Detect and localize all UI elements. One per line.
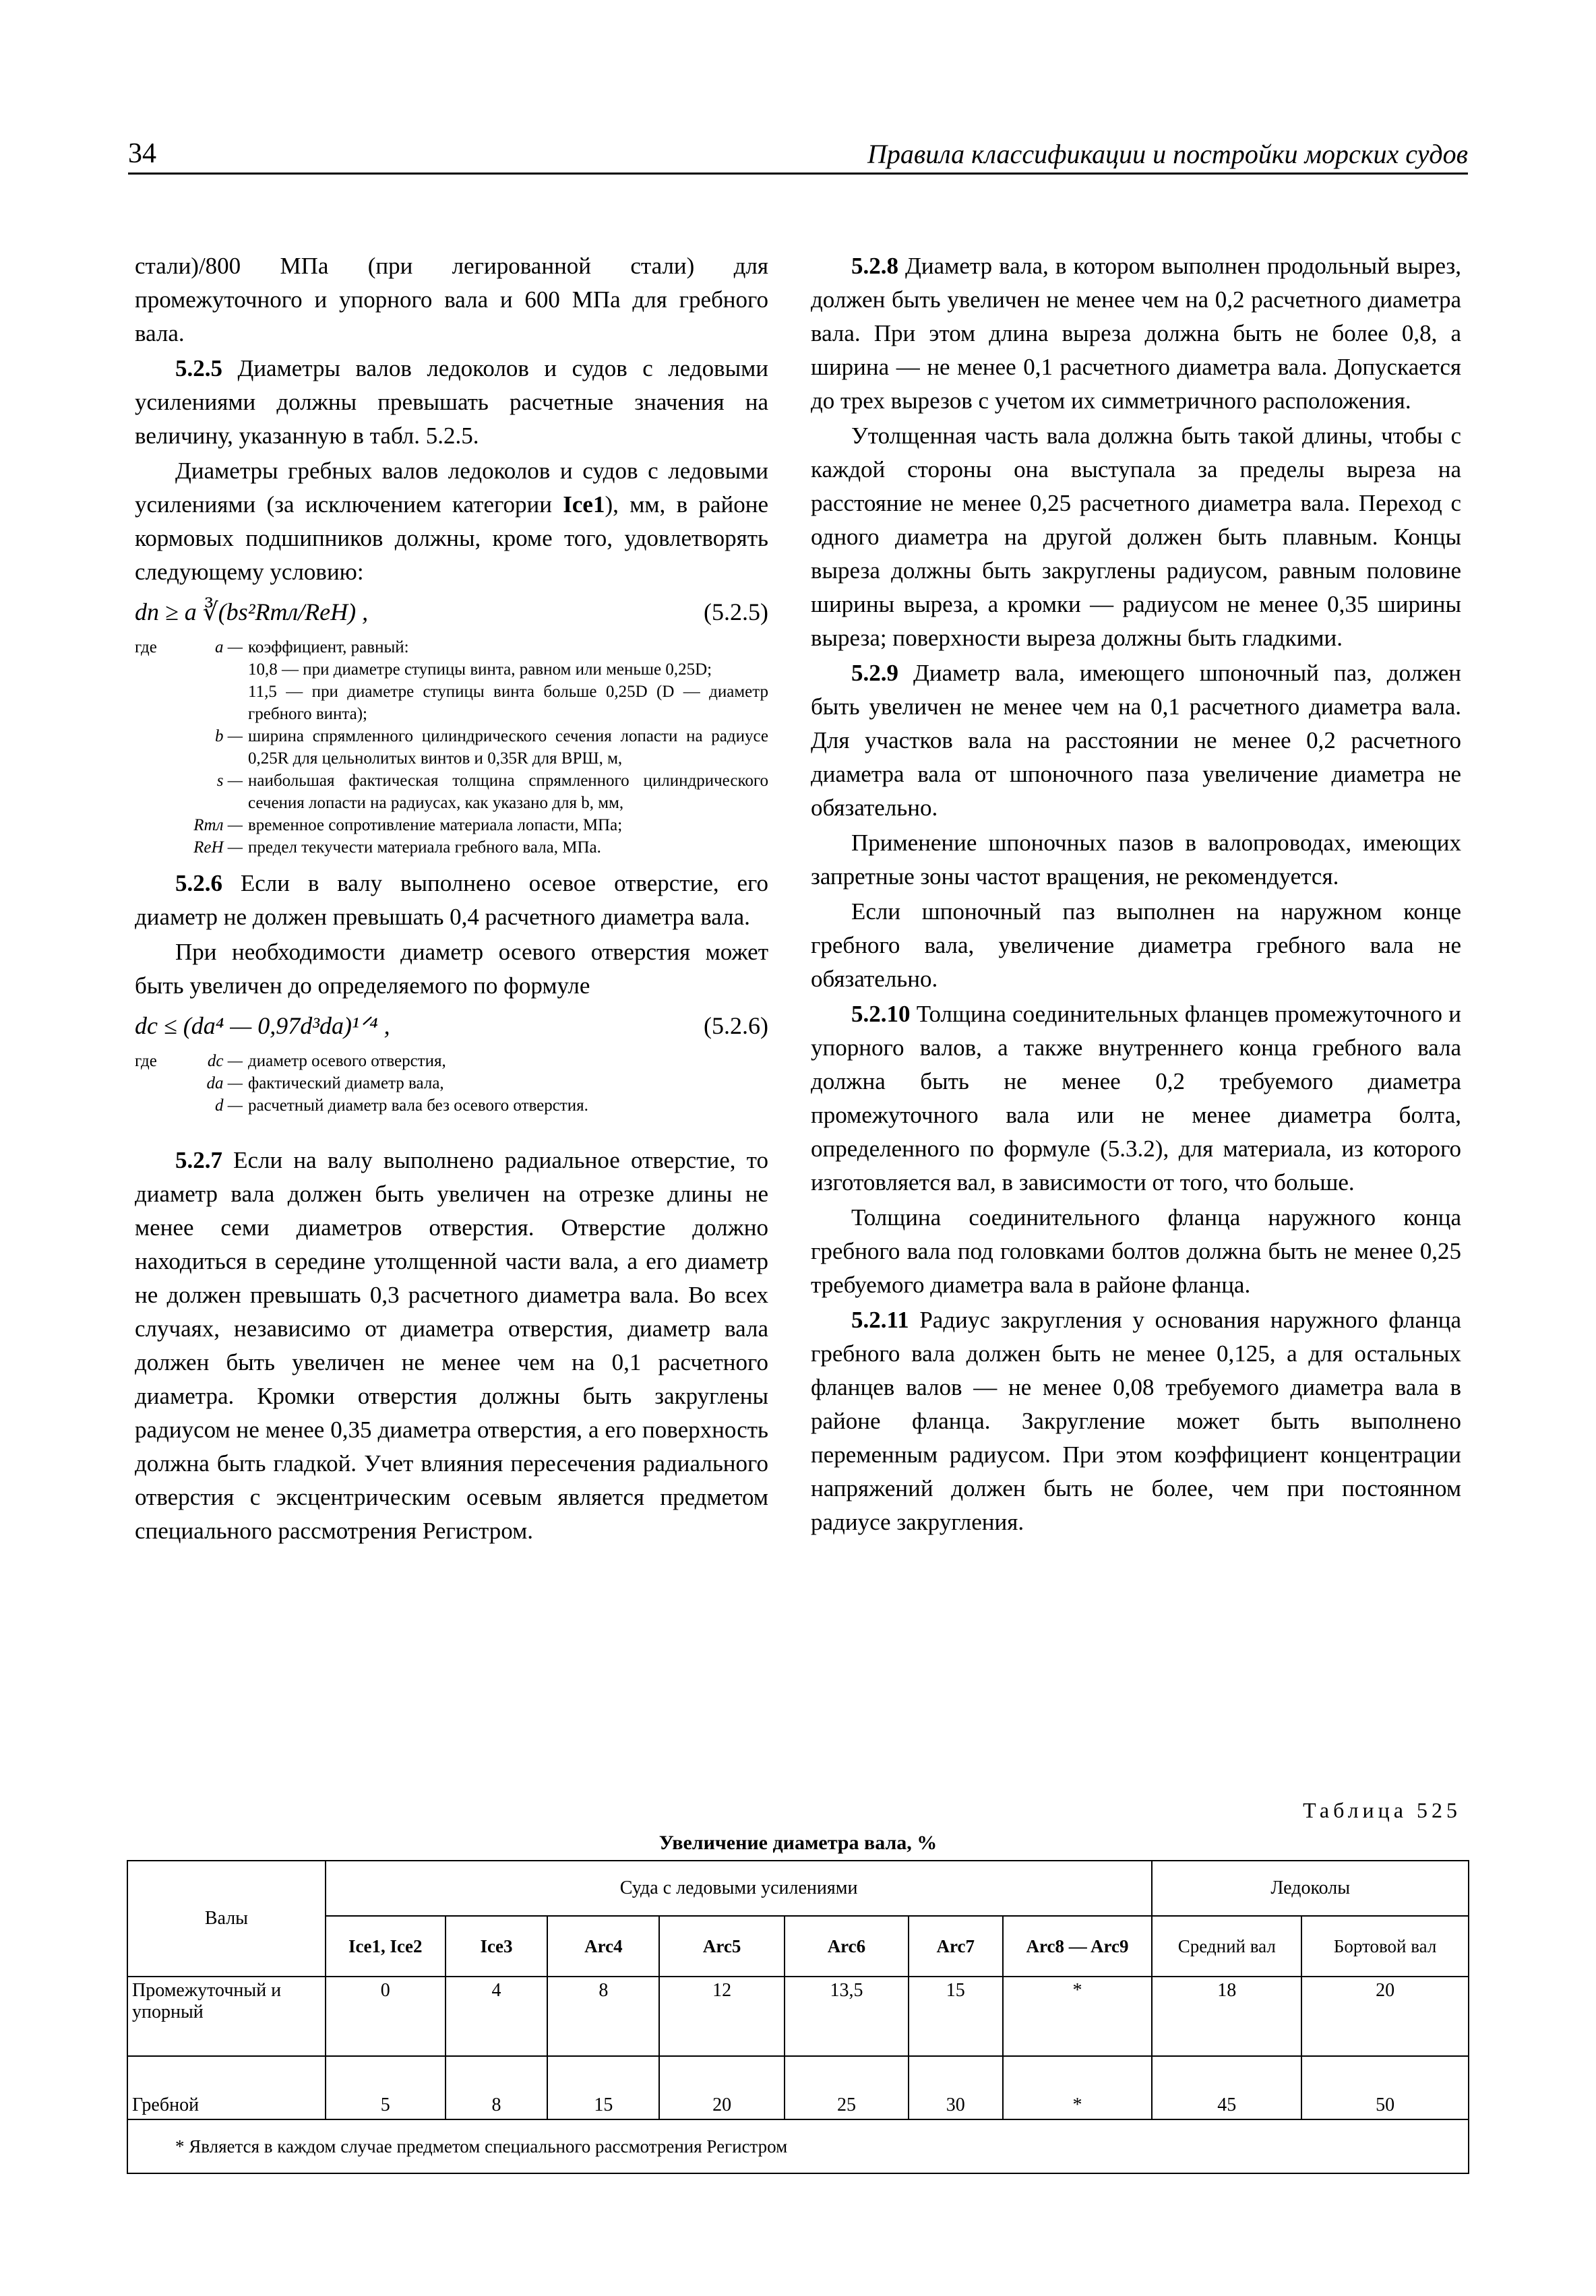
table-cell: * — [1003, 2056, 1153, 2119]
formula-expression: dп ≥ a ∛(bs²Rmл/ReH) , — [135, 598, 369, 625]
table-row — [127, 2056, 1469, 2119]
table-cell: 15 — [547, 2056, 659, 2119]
table-title: Увеличение диаметра вала, % — [658, 1832, 938, 1854]
paragraph-text: Диаметры валов ледоколов и судов с ледовыми усилениями должны превышать расчетные значения на величину, указанную в табл. 5.2.5. — [135, 355, 768, 449]
legend-row — [135, 725, 768, 770]
legend-desc: диаметр осевого отверстия, — [248, 1052, 446, 1070]
paragraph-thickened-part: Утолщенная часть вала должна быть такой длины, чтобы с каждой стороны она выступала за пределы выреза на расстояние не менее 0,25 расчетного диаметра вала. Переход с одного диаметра на другой должен быть плавным. Концы выреза должны быть закруглены радиусом, равным половине ширины выреза, а кромки — радиусом не менее 0,35 ширины выреза; поверхности выреза должны быть гладкими. — [811, 423, 1461, 651]
table-cell: 25 — [785, 2056, 909, 2119]
legend-desc: коэффициент, равный: — [248, 638, 409, 656]
left-column — [135, 249, 768, 1548]
paragraph-5-2-9 — [811, 656, 1461, 825]
legend-row — [135, 636, 768, 658]
paragraph-5-2-8 — [811, 249, 1461, 418]
paragraph-text: Диаметр вала, в котором выполнен продольный вырез, должен быть увеличен не менее чем на 0,2 расчетного диаметра вала. При этом длина выреза должна быть не более 0,8, а ширина — не менее 0,1 расчетного диаметра вала. Допускается до трех вырезов с учетом их симметричного расположения. — [811, 253, 1461, 414]
section-number: 5.2.5 — [175, 355, 222, 381]
paragraph-flange-thickness: Толщина соединительного фланца наружного конца гребного вала под головками болтов должна быть не менее 0,25 требуемого диаметра вала в районе фланца. — [811, 1204, 1461, 1298]
paragraph-5-2-5 — [135, 352, 768, 453]
table-footnote-row — [127, 2119, 1469, 2173]
table-cell: 30 — [909, 2056, 1003, 2119]
table-cell: 4 — [446, 1977, 548, 2056]
table-cell: 12 — [659, 1977, 785, 2056]
paragraph-text: Если на валу выполнено радиальное отверстие, то диаметр вала должен быть увеличен на отрезке длины не менее семи диаметров отверстия. Отверстие должно находиться в середине утолщенной части вала, а его диаметр не должен превышать 0,3 расчетного диаметра вала. Во всех случаях, независимо от диаметра отверстия, диаметр вала должен быть увеличен не менее чем на 0,1 расчетного диаметра. Кромки отверстия должны быть закруглены радиусом не менее 0,35 диаметра отверстия, а его поверхность должна быть гладкой. Учет влияния пересечения радиального отверстия с эксцентрическим осевым является предметом специального рассмотрения Регистром. — [135, 1147, 768, 1544]
column-header: Бортовой вал — [1301, 1916, 1469, 1977]
formula-5-2-6 — [135, 1007, 768, 1045]
paragraph-text: Если в валу выполнено осевое отверстие, его диаметр не должен превышать 0,4 расчетного диаметра вала. — [135, 870, 768, 930]
legend-symbol: b — — [215, 727, 243, 745]
paragraph-5-2-10 — [811, 997, 1461, 1200]
section-number: 5.2.11 — [851, 1307, 909, 1333]
column-header: Ice3 — [446, 1916, 548, 1977]
legend-row — [135, 1072, 768, 1094]
legend-row — [135, 814, 768, 836]
right-column — [811, 249, 1461, 1539]
table-cell: 8 — [446, 2056, 548, 2119]
table-subheader-row — [127, 1916, 1469, 1977]
legend-symbol: d — — [215, 1096, 243, 1115]
legend-row — [135, 681, 768, 725]
paragraph-5-2-7 — [135, 1144, 768, 1548]
legend-desc: временное сопротивление материала лопасти, МПа; — [248, 816, 623, 834]
shaft-diameter-table — [127, 1860, 1469, 2174]
table-cell: 50 — [1301, 2056, 1469, 2119]
table-cell: 18 — [1152, 1977, 1301, 2056]
formula-legend — [135, 1050, 768, 1117]
paragraph-keyways: Применение шпоночных пазов в валопроводах, имеющих запретные зоны частот вращения, не рекомендуется. — [811, 830, 1461, 890]
paragraph-text: ), мм, в районе кормовых подшипников должны, кроме того, удовлетворять следующему условию: — [135, 491, 768, 585]
table-cell: 20 — [659, 2056, 785, 2119]
formula-expression: dc ≤ (da⁴ — 0,97d³da)¹ᐟ⁴ , — [135, 1012, 390, 1039]
page-header — [128, 132, 1468, 175]
section-number: 5.2.9 — [851, 660, 898, 686]
column-header: Средний вал — [1152, 1916, 1301, 1977]
section-number: 5.2.6 — [175, 870, 222, 896]
legend-desc: предел текучести материала гребного вала, МПа. — [248, 838, 601, 857]
formula-number: (5.2.6) — [704, 1012, 768, 1039]
column-header: Ice1, Ice2 — [326, 1916, 446, 1977]
paragraph-text: Диаметр вала, имеющего шпоночный паз, должен быть увеличен не менее чем на 0,1 расчетного диаметра вала. Для участков вала на расстоянии не менее 0,2 расчетного диаметра вала от шпоночного паза увеличение диаметра не обязательно. — [811, 660, 1461, 821]
formula-number: (5.2.5) — [704, 598, 768, 625]
row-label: Гребной — [127, 2056, 326, 2119]
section-number: 5.2.8 — [851, 253, 898, 279]
table-row — [127, 1977, 1469, 2056]
table-cell: 20 — [1301, 1977, 1469, 2056]
section-number: 5.2.10 — [851, 1001, 911, 1027]
legend-row — [135, 658, 768, 681]
table-cell: 15 — [909, 1977, 1003, 2056]
legend-row — [135, 770, 768, 814]
formula-5-2-5 — [135, 593, 768, 631]
table-cell: * — [1003, 1977, 1153, 2056]
paragraph-5-2-6 — [135, 867, 768, 934]
table-cell: 0 — [326, 1977, 446, 2056]
legend-desc: фактический диаметр вала, — [248, 1074, 444, 1092]
formula-legend — [135, 636, 768, 859]
paragraph-5-2-11 — [811, 1303, 1461, 1539]
paragraph-text: Толщина соединительных фланцев промежуточного и упорного валов, а также внутреннего конца гребного вала должна быть не менее 0,2 требуемого диаметра промежуточного вала или не менее диаметра болта, определенного по формуле (5.3.2), для материала, из которого изготовляется вал, в зависимости от того, что больше. — [811, 1001, 1461, 1196]
legend-symbol: Rmл — — [193, 816, 243, 834]
paragraph-propeller-shafts — [135, 454, 768, 589]
row-label: Промежуточный и упорный — [127, 1977, 326, 2056]
column-header: Arc4 — [547, 1916, 659, 1977]
legend-desc: наибольшая фактическая толщина спрямленного цилиндрического сечения лопасти на радиусах, как указано для b, мм, — [248, 772, 768, 812]
paragraph-axial-bore: При необходимости диаметр осевого отверстия может быть увеличен до определяемого по формуле — [135, 939, 768, 999]
table-cell: 8 — [547, 1977, 659, 2056]
running-title: Правила классификации и постройки морских судов — [867, 139, 1468, 169]
table-cell: 45 — [1152, 2056, 1301, 2119]
legend-row — [135, 836, 768, 859]
legend-symbol: da — — [206, 1074, 243, 1092]
legend-row — [135, 1094, 768, 1117]
page-number: 34 — [128, 138, 156, 169]
ice-category: Ice1 — [563, 491, 605, 518]
column-header: Arc8 — Arc9 — [1003, 1916, 1153, 1977]
legend-desc: ширина спрямленного цилиндрического сечения лопасти на радиусе 0,25R для цельнолитых винтов и 0,35R для ВРШ, м, — [248, 727, 768, 768]
group-header-icebreakers: Ледоколы — [1152, 1861, 1469, 1916]
table-header-row — [127, 1861, 1469, 1916]
legend-desc: 11,5 — при диаметре ступицы винта больше 0,25D (D — диаметр гребного винта); — [248, 683, 768, 723]
legend-symbol: a — — [215, 638, 243, 656]
table-cell: 5 — [326, 2056, 446, 2119]
table-footnote: * Является в каждом случае предметом специального рассмотрения Регистром — [127, 2119, 1469, 2173]
paragraph-outer-keyway: Если шпоночный паз выполнен на наружном конце гребного вала, увеличение диаметра гребного вала не обязательно. — [811, 898, 1461, 992]
legend-symbol: dc — — [207, 1052, 243, 1070]
table-number: Таблица 525 — [1303, 1798, 1461, 1822]
section-number: 5.2.7 — [175, 1147, 222, 1173]
table-cell: 13,5 — [785, 1977, 909, 2056]
column-header: Arc5 — [659, 1916, 785, 1977]
legend-symbol: ReH — — [193, 838, 243, 857]
group-header-ice: Суда с ледовыми усилениями — [326, 1861, 1153, 1916]
legend-desc: расчетный диаметр вала без осевого отверстия. — [248, 1096, 588, 1115]
legend-symbol: s — — [216, 772, 243, 790]
column-header-shafts: Валы — [127, 1861, 326, 1977]
legend-row — [135, 1050, 768, 1072]
paragraph-text: Диаметры гребных валов ледоколов и судов с ледовыми усилениями (за исключением категории — [135, 458, 768, 518]
legend-lead: где — [135, 638, 157, 656]
column-header: Arc7 — [909, 1916, 1003, 1977]
legend-desc: 10,8 — при диаметре ступицы винта, равном или меньше 0,25D; — [248, 660, 712, 679]
paragraph-text: Радиус закругления у основания наружного фланца гребного вала должен быть не менее 0,125, а для остальных фланцев валов — не менее 0,08 требуемого диаметра вала в районе фланца. Закругление может быть выполнено переменным радиусом. При этом коэффициент концентрации напряжений должен быть не более, чем при постоянном радиусе закругления. — [811, 1307, 1461, 1535]
column-header: Arc6 — [785, 1916, 909, 1977]
legend-lead: где — [135, 1052, 157, 1070]
paragraph-continued: стали)/800 МПа (при легированной стали) для промежуточного и упорного вала и 600 МПа для гребного вала. — [135, 253, 768, 346]
